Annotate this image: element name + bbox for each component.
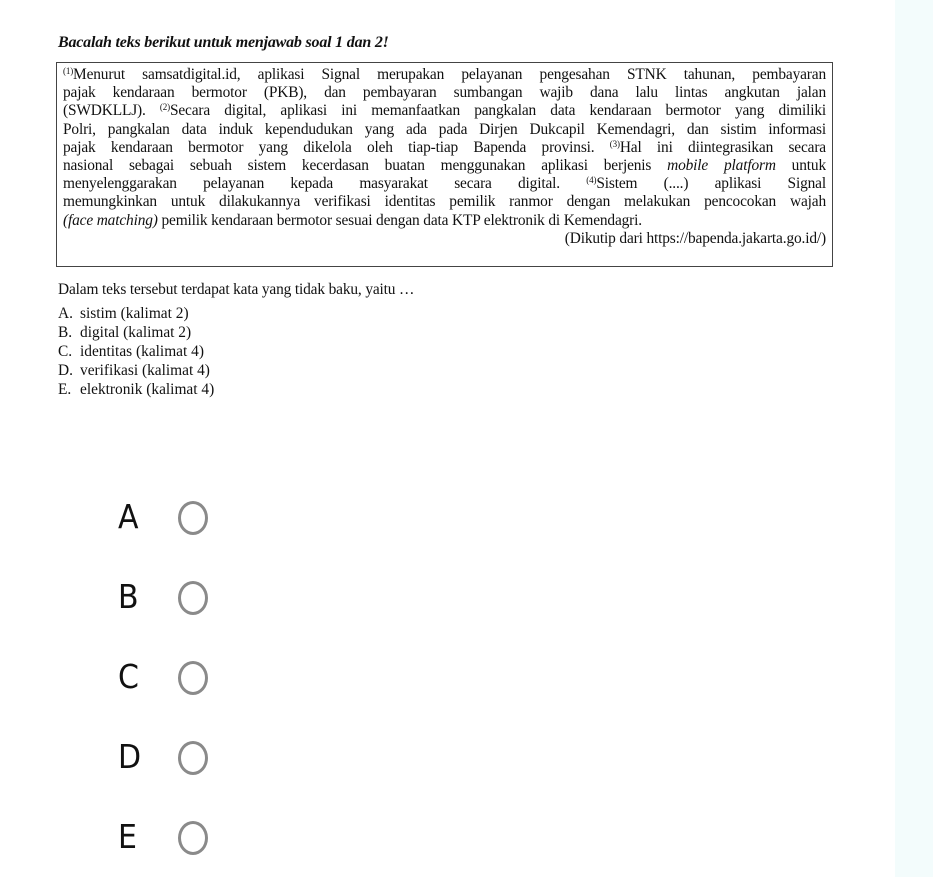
passage-line: [63, 139, 826, 157]
answer-letter: E: [118, 818, 137, 857]
option-item: [58, 304, 214, 323]
passage-text: Menurut samsatdigital.id, aplikasi Signal merupakan pelayanan pengesahan STNK tahunan, pembayaran: [73, 66, 826, 83]
answer-letter: D: [118, 738, 142, 777]
option-letter: E.: [58, 381, 72, 398]
option-letter: D.: [58, 362, 73, 379]
side-panel: [895, 0, 933, 877]
answer-choice-d[interactable]: [118, 740, 208, 775]
sentence-number: (4): [586, 175, 597, 186]
option-letter: A.: [58, 305, 73, 322]
passage-box: [56, 62, 833, 267]
passage-line: [63, 175, 826, 193]
sentence-number: (3): [609, 138, 620, 149]
option-text: verifikasi (kalimat 4): [80, 362, 210, 379]
sentence-number: (1): [63, 66, 74, 76]
option-text: identitas (kalimat 4): [80, 343, 204, 360]
answer-choice-a[interactable]: [118, 500, 208, 535]
italic-term: (face matching): [63, 211, 158, 229]
passage-line: [63, 84, 826, 102]
passage-line: [63, 157, 826, 175]
answer-letter: C: [118, 658, 139, 697]
option-item: [58, 323, 214, 342]
question-text: Dalam teks tersebut terdapat kata yang tidak baku, yaitu …: [58, 281, 415, 298]
option-text: digital (kalimat 2): [80, 324, 192, 341]
option-text: sistim (kalimat 2): [80, 305, 189, 322]
answer-choice-b[interactable]: [118, 580, 208, 615]
italic-term: mobile platform: [667, 156, 776, 174]
instruction-title: Bacalah teks berikut untuk menjawab soal 1 dan 2!: [58, 34, 389, 51]
passage-text: untuk: [775, 156, 826, 174]
answer-letter: B: [118, 578, 139, 617]
passage-line: [63, 212, 826, 230]
option-letter: B.: [58, 324, 73, 341]
option-letter: C.: [58, 343, 73, 360]
passage-line: [63, 66, 826, 84]
passage-text: nasional sebagai sebuah sistem kecerdasan buatan menggunakan aplikasi berjenis: [63, 156, 668, 174]
option-list: [58, 304, 214, 399]
answer-choice-e[interactable]: [118, 820, 208, 855]
passage-text: Polri, pangkalan data induk kependudukan yang ada pada Dirjen Dukcapil Kemendagri, dan sistim informasi: [63, 120, 826, 138]
radio-button[interactable]: [178, 501, 208, 535]
option-item: [58, 342, 214, 361]
radio-button[interactable]: [178, 581, 208, 615]
answer-choice-c[interactable]: [118, 660, 208, 695]
option-text: elektronik (kalimat 4): [80, 381, 215, 398]
passage-text: menyelenggarakan pelayanan kepada masyarakat secara digital.: [63, 175, 587, 193]
passage-line: [63, 121, 826, 139]
sentence-number: (2): [159, 102, 170, 113]
passage-text: memungkinkan untuk dilakukannya verifikasi identitas pemilik ranmor dengan melakukan pencocokan wajah: [63, 193, 826, 211]
option-item: [58, 380, 214, 399]
option-item: [58, 361, 214, 380]
passage-text: pemilik kendaraan bermotor sesuai dengan data KTP elektronik di Kemendagri.: [157, 211, 642, 229]
passage-text: Secara digital, aplikasi ini memanfaatkan pangkalan data kendaraan bermotor yang dimiliki: [169, 102, 826, 120]
passage-text: Hal ini diintegrasikan secara: [619, 138, 826, 156]
passage-source: (Dikutip dari https://bapenda.jakarta.go.id/): [564, 229, 826, 247]
radio-button[interactable]: [178, 741, 208, 775]
radio-button[interactable]: [178, 661, 208, 695]
passage-text: Sistem (....) aplikasi Signal: [596, 175, 826, 193]
passage-text: pajak kendaraan bermotor yang dikelola oleh tiap-tiap Bapenda provinsi.: [63, 138, 610, 156]
radio-button[interactable]: [178, 821, 208, 855]
passage-line: [63, 102, 826, 120]
passage-text: pajak kendaraan bermotor (PKB), dan pembayaran sumbangan wajib dana lalu lintas angkutan jalan: [63, 84, 826, 102]
passage-text: (SWDKLLJ).: [63, 102, 160, 120]
passage-line: [63, 193, 826, 211]
answer-letter: A: [118, 498, 139, 537]
